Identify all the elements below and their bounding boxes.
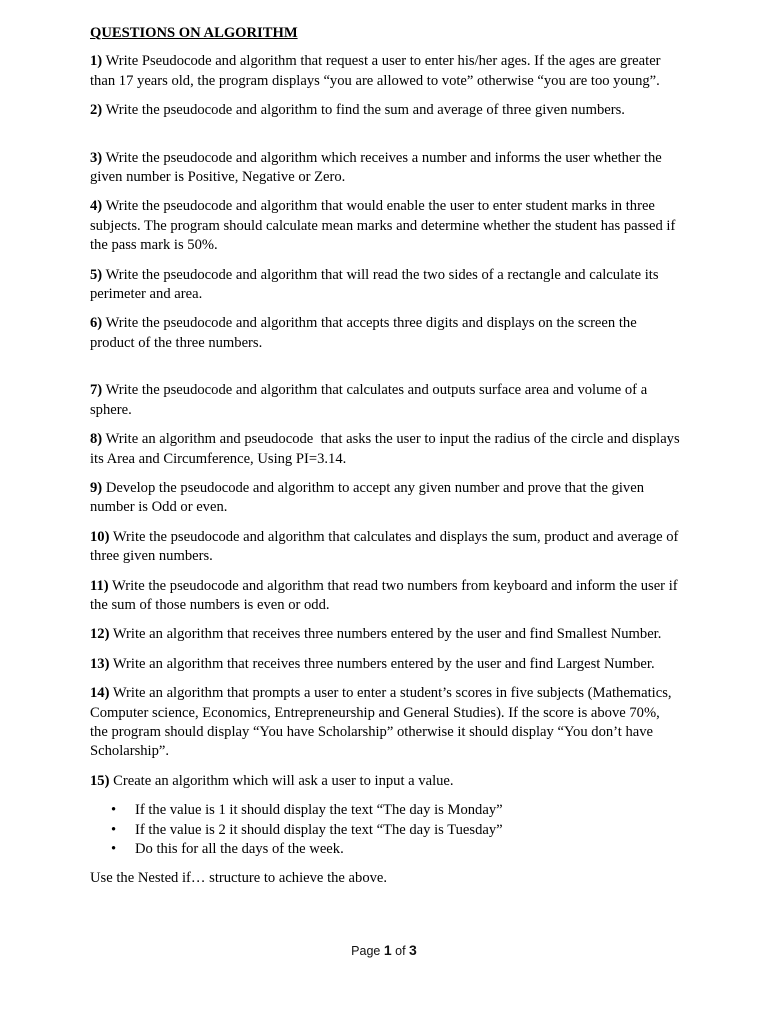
question-text: Write the pseudocode and algorithm that calculates and outputs surface area and volume of a sphere.	[90, 382, 648, 418]
bullet-icon: •	[111, 841, 117, 857]
question-text: Write an algorithm that prompts a user to enter a student’s scores in five subjects (Mathematics, Computer science, Economics, Entrepreneurship and General Studies). If the score is above 70%, the program should display “You have Scholarship” otherwise it should display “You don’t have Scholarship”.	[90, 685, 672, 760]
question-13	[90, 655, 680, 674]
question-11	[90, 577, 680, 616]
question-text: Write the pseudocode and algorithm that will read the two sides of a rectangle and calculate its perimeter and area.	[90, 266, 659, 303]
document-title: QUESTIONS ON ALGORITHM	[90, 25, 298, 41]
question-number: 9)	[90, 479, 103, 496]
question-text: Write an algorithm that receives three numbers entered by the user and find Smallest Number.	[112, 626, 662, 643]
question-1	[90, 52, 680, 91]
question-text: Write Pseudocode and algorithm that request a user to enter his/her ages. If the ages are greater than 17 years old, the program displays “you are allowed to vote” otherwise “you are too young”.	[90, 53, 661, 89]
bullet-item	[111, 840, 680, 859]
bullet-text: Do this for all the days of the week.	[135, 841, 344, 857]
question-3	[90, 149, 680, 188]
question-text: Write the pseudocode and algorithm that accepts three digits and displays on the screen the product of the three numbers.	[90, 315, 637, 351]
bullet-item	[111, 821, 680, 840]
blank-line	[90, 363, 680, 381]
page-word: Page	[351, 944, 381, 958]
question-number: 6)	[90, 315, 103, 332]
question-number: 4)	[90, 198, 103, 215]
question-text: Write the pseudocode and algorithm that read two numbers from keyboard and inform the user if the sum of those numbers is even or odd.	[90, 577, 678, 613]
question-text: Write the pseudocode and algorithm to find the sum and average of three given numbers.	[105, 102, 625, 119]
question-number: 5)	[90, 266, 103, 283]
question-text: Create an algorithm which will ask a user to input a value.	[113, 772, 454, 789]
question-number: 13)	[90, 655, 110, 672]
question-7	[90, 381, 680, 420]
question-text: Write the pseudocode and algorithm that calculates and displays the sum, product and average of three given numbers.	[90, 528, 679, 565]
current-page-number: 1	[383, 942, 392, 958]
question-5	[90, 266, 680, 305]
document-page	[90, 24, 684, 889]
closing-instruction: Use the Nested if… structure to achieve the above.	[90, 870, 388, 887]
question-text: Write an algorithm that receives three numbers entered by the user and find Largest Number.	[112, 655, 655, 672]
question-14	[90, 684, 680, 762]
question-15	[90, 772, 680, 791]
question-8	[90, 430, 684, 469]
page-footer	[0, 942, 768, 958]
question-6	[90, 314, 680, 353]
question-number: 1)	[90, 53, 103, 70]
bullet-icon: •	[111, 821, 117, 838]
question-4	[90, 197, 680, 255]
total-pages-number: 3	[409, 942, 417, 958]
question-2	[90, 101, 680, 120]
question-number: 10)	[90, 528, 110, 545]
question-9	[90, 479, 680, 518]
question-number: 14)	[90, 685, 110, 702]
question-number: 15)	[90, 772, 110, 789]
blank-line	[90, 131, 680, 149]
question-text: Write the pseudocode and algorithm that would enable the user to enter student marks in three subjects. The program should calculate mean marks and determine whether the student has passed if the pass mark is 50%.	[90, 198, 676, 254]
bullet-text: If the value is 2 it should display the text “The day is Tuesday”	[135, 821, 503, 838]
bullet-text: If the value is 1 it should display the text “The day is Monday”	[135, 802, 503, 819]
bullet-icon: •	[111, 802, 117, 819]
question-text: Develop the pseudocode and algorithm to accept any given number and prove that the given number is Odd or even.	[90, 479, 645, 516]
question-text: Write the pseudocode and algorithm which receives a number and informs the user whether the given number is Positive, Negative or Zero.	[90, 149, 662, 186]
bullet-item	[111, 801, 680, 820]
of-word: of	[395, 944, 406, 958]
question-number: 2)	[90, 102, 103, 119]
question-number: 8)	[90, 431, 103, 448]
question-number: 11)	[90, 577, 109, 594]
question-number: 3)	[90, 149, 103, 166]
question-number: 12)	[90, 626, 110, 643]
question-number: 7)	[90, 382, 103, 399]
question-12	[90, 625, 680, 644]
bullet-list	[90, 801, 680, 859]
question-10	[90, 528, 680, 567]
question-text: Write an algorithm and pseudocode that asks the user to input the radius of the circle and displays its Area and Circumference, Using PI=3.14.	[90, 431, 684, 467]
